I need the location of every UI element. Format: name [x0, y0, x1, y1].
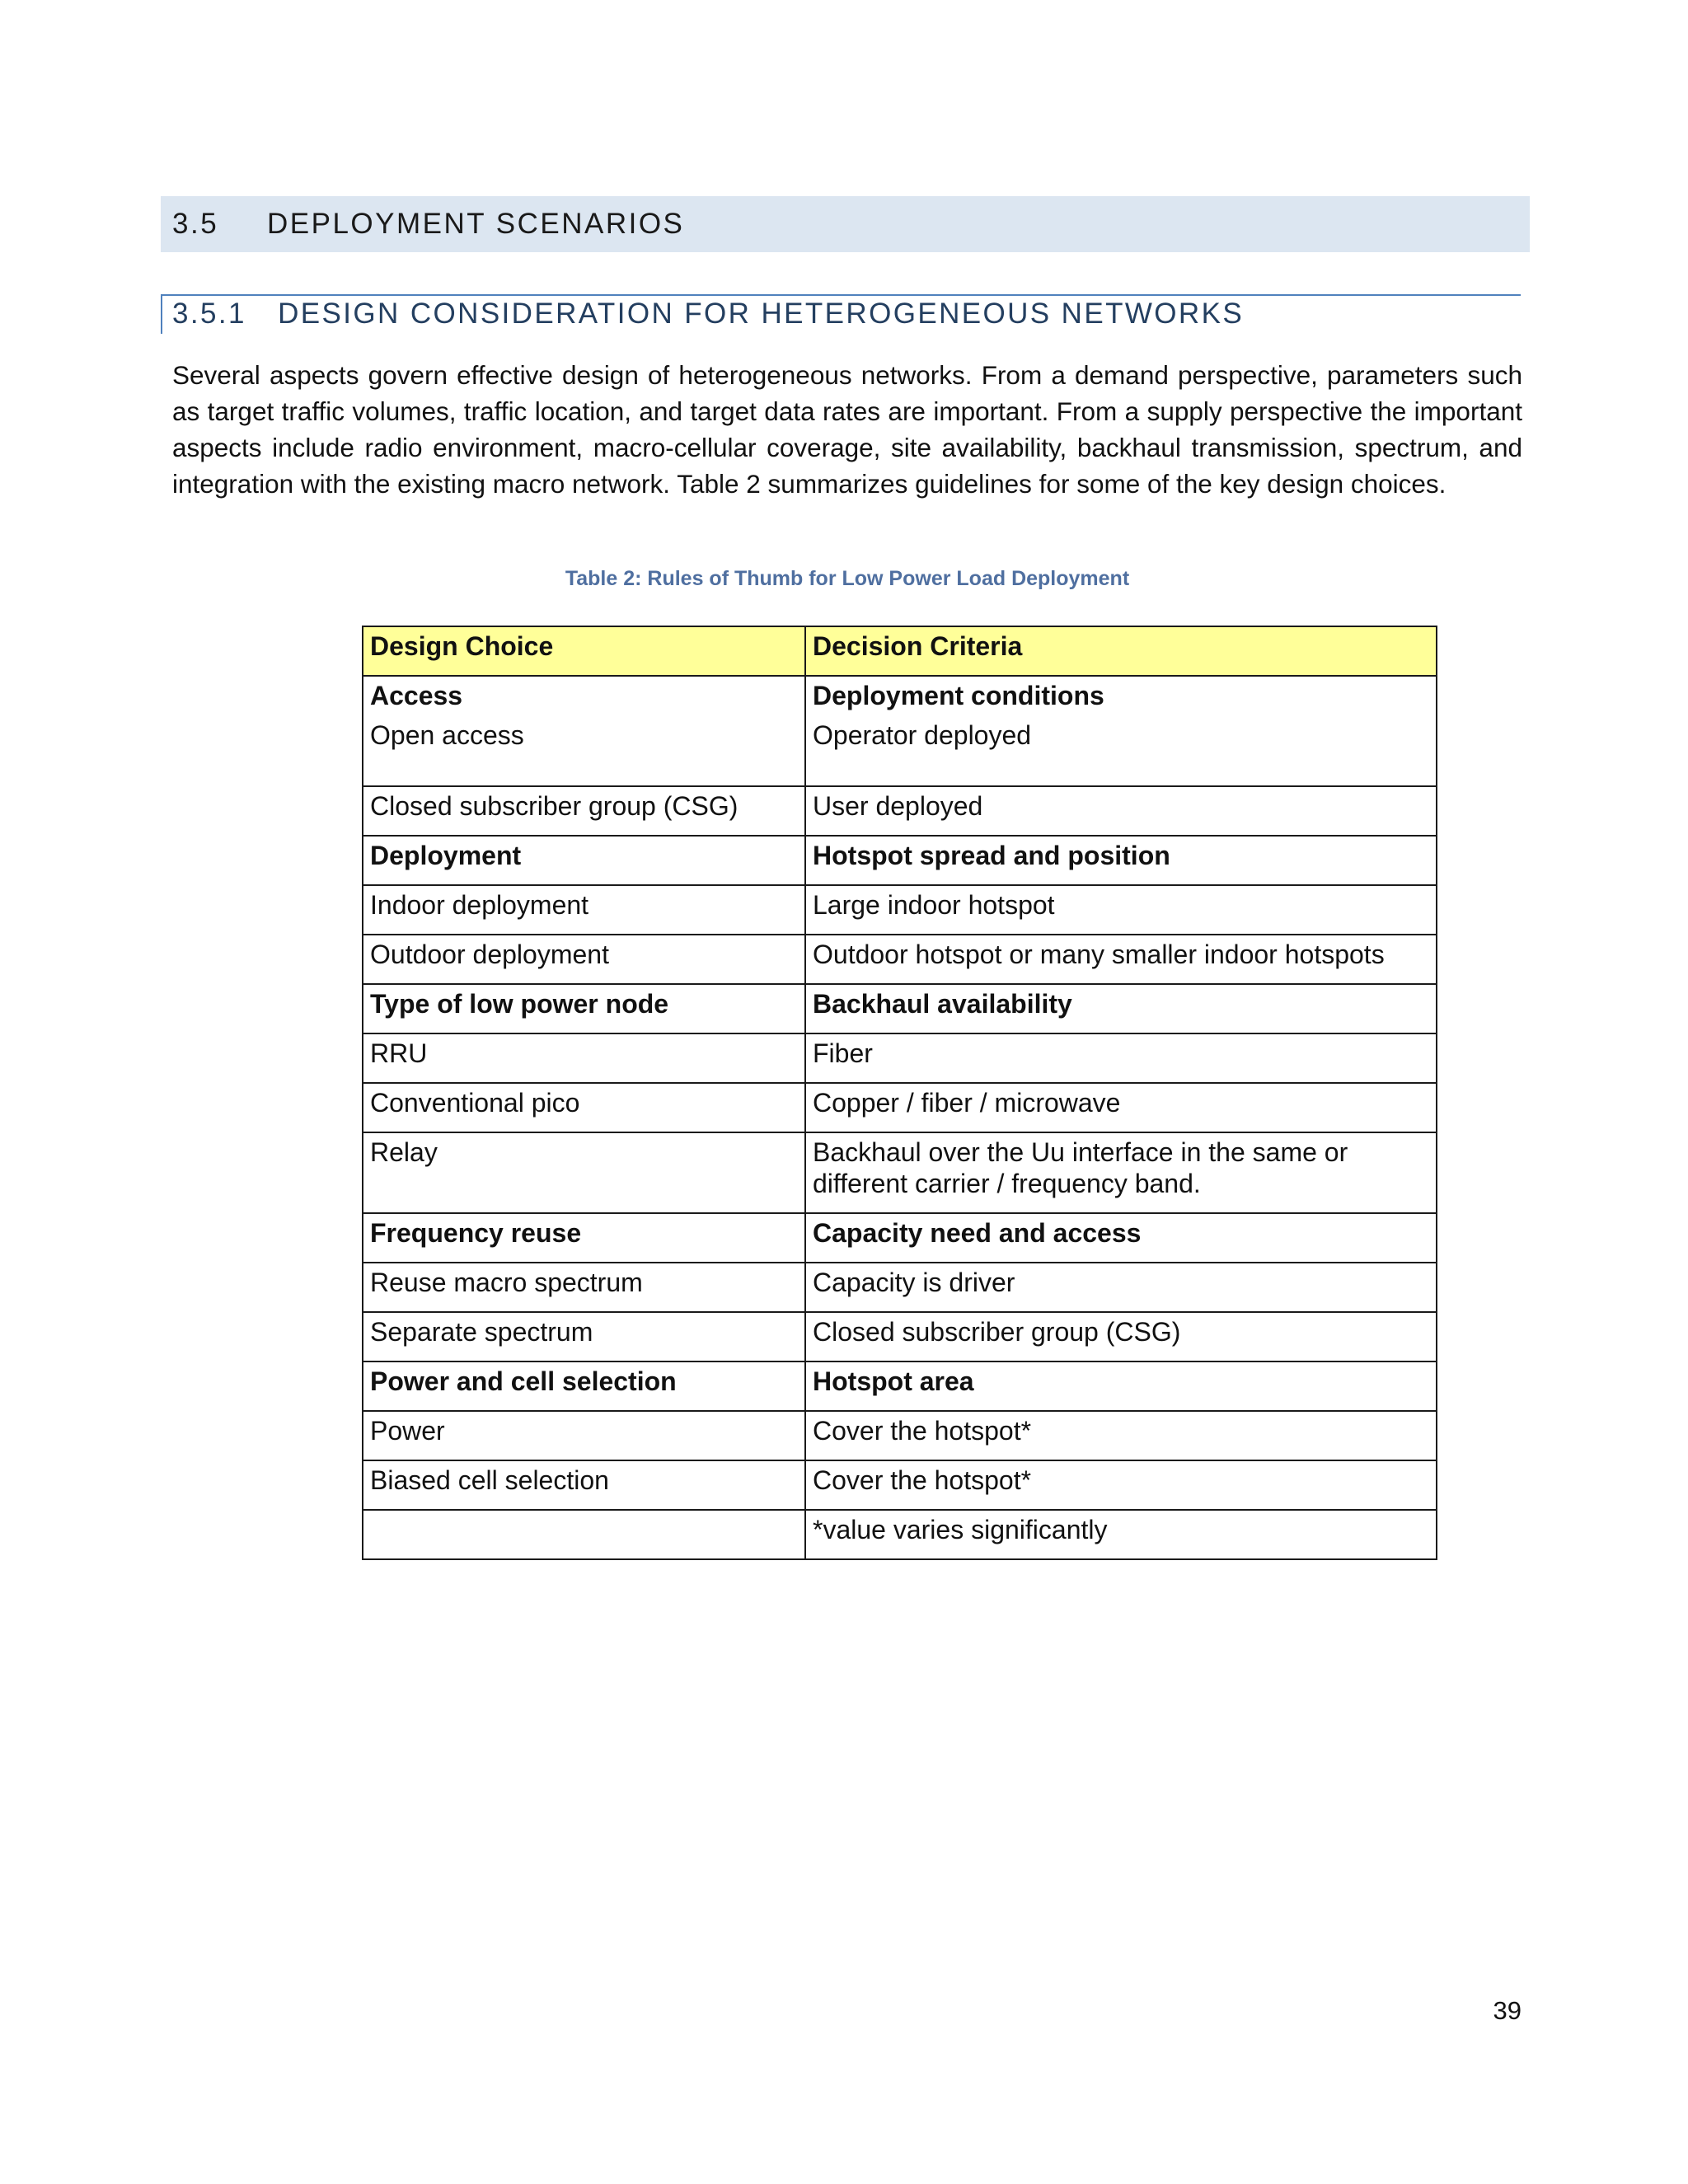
- table-cell-criteria: Capacity need and access: [805, 1213, 1437, 1263]
- subsection-title: DESIGN CONSIDERATION FOR HETEROGENEOUS NETWORKS: [278, 298, 1245, 330]
- table-row: [363, 1411, 1437, 1460]
- table-cell-criteria: Cover the hotspot*: [805, 1460, 1437, 1510]
- table-row: [363, 984, 1437, 1033]
- header-decision-criteria: Decision Criteria: [805, 626, 1437, 676]
- table-row: [363, 1033, 1437, 1083]
- section-title: DEPLOYMENT SCENARIOS: [267, 208, 685, 240]
- table-row: [363, 676, 1437, 786]
- page-number: 39: [1493, 1996, 1522, 2025]
- table-row: [363, 1263, 1437, 1312]
- table-cell-choice: Conventional pico: [363, 1083, 805, 1132]
- table-row: [363, 1460, 1437, 1510]
- table-caption: Table 2: Rules of Thumb for Low Power Load Deployment: [565, 567, 1130, 590]
- table-cell-criteria: [805, 676, 1437, 786]
- table-cell-choice: Closed subscriber group (CSG): [363, 786, 805, 836]
- table-row: [363, 1213, 1437, 1263]
- table-row: [363, 885, 1437, 935]
- table-cell-choice: [363, 1510, 805, 1559]
- table-cell-criteria: Outdoor hotspot or many smaller indoor hotspots: [805, 935, 1437, 984]
- table-cell-choice: Type of low power node: [363, 984, 805, 1033]
- section-heading: [161, 196, 1530, 252]
- table-row: [363, 836, 1437, 885]
- table-cell-criteria: Cover the hotspot*: [805, 1411, 1437, 1460]
- table-cell-criteria: Hotspot area: [805, 1361, 1437, 1411]
- table-cell-choice: Relay: [363, 1132, 805, 1213]
- table-cell-choice: [363, 676, 805, 786]
- table-cell-choice: Reuse macro spectrum: [363, 1263, 805, 1312]
- header-design-choice: Design Choice: [363, 626, 805, 676]
- table-cell-criteria: Closed subscriber group (CSG): [805, 1312, 1437, 1361]
- table-cell-criteria: [805, 1132, 1437, 1213]
- table-row: [363, 786, 1437, 836]
- table-cell-choice: Indoor deployment: [363, 885, 805, 935]
- table-row: [363, 1510, 1437, 1559]
- subsection-heading: [161, 294, 1521, 334]
- group-heading-access: Access: [370, 681, 463, 710]
- subsection-number: 3.5.1: [172, 298, 246, 330]
- table-cell-criteria: *value varies significantly: [805, 1510, 1437, 1559]
- table-row: [363, 1083, 1437, 1132]
- table-header-row: [363, 626, 1437, 676]
- group-heading-deployment-conditions: Deployment conditions: [813, 681, 1104, 710]
- table-cell-criteria: Copper / fiber / microwave: [805, 1083, 1437, 1132]
- table-cell-criteria: Large indoor hotspot: [805, 885, 1437, 935]
- table-cell-criteria: Fiber: [805, 1033, 1437, 1083]
- table-cell-criteria: Hotspot spread and position: [805, 836, 1437, 885]
- table-row: [363, 1132, 1437, 1213]
- table-cell-choice: Biased cell selection: [363, 1460, 805, 1510]
- table-cell-criteria: Capacity is driver: [805, 1263, 1437, 1312]
- table-cell-choice: Separate spectrum: [363, 1312, 805, 1361]
- criteria-line: different carrier / frequency band.: [813, 1169, 1201, 1198]
- table-cell-choice: Outdoor deployment: [363, 935, 805, 984]
- table-cell-choice: Power and cell selection: [363, 1361, 805, 1411]
- table-row: [363, 1312, 1437, 1361]
- table-cell-choice: RRU: [363, 1033, 805, 1083]
- criteria-operator-deployed: Operator deployed: [813, 720, 1032, 750]
- criteria-line: Backhaul over the Uu interface in the same or: [813, 1137, 1348, 1167]
- section-number: 3.5: [172, 208, 219, 240]
- table-row: [363, 1361, 1437, 1411]
- body-paragraph: Several aspects govern effective design of heterogeneous networks. From a demand perspective, parameters such as target traffic volumes, traffic location, and target data rates are important. From a supply perspective the important aspects include radio environment, macro-cellular coverage, site availability, backhaul transmission, spectrum, and integration with the existing macro network. Table 2 summarizes guidelines for some of the key design choices.: [172, 360, 1522, 499]
- rules-of-thumb-table: [362, 626, 1437, 1560]
- table-cell-criteria: User deployed: [805, 786, 1437, 836]
- table-cell-choice: Frequency reuse: [363, 1213, 805, 1263]
- table-cell-criteria: Backhaul availability: [805, 984, 1437, 1033]
- choice-open-access: Open access: [370, 720, 524, 750]
- table-cell-choice: Power: [363, 1411, 805, 1460]
- table-cell-choice: Deployment: [363, 836, 805, 885]
- table-row: [363, 935, 1437, 984]
